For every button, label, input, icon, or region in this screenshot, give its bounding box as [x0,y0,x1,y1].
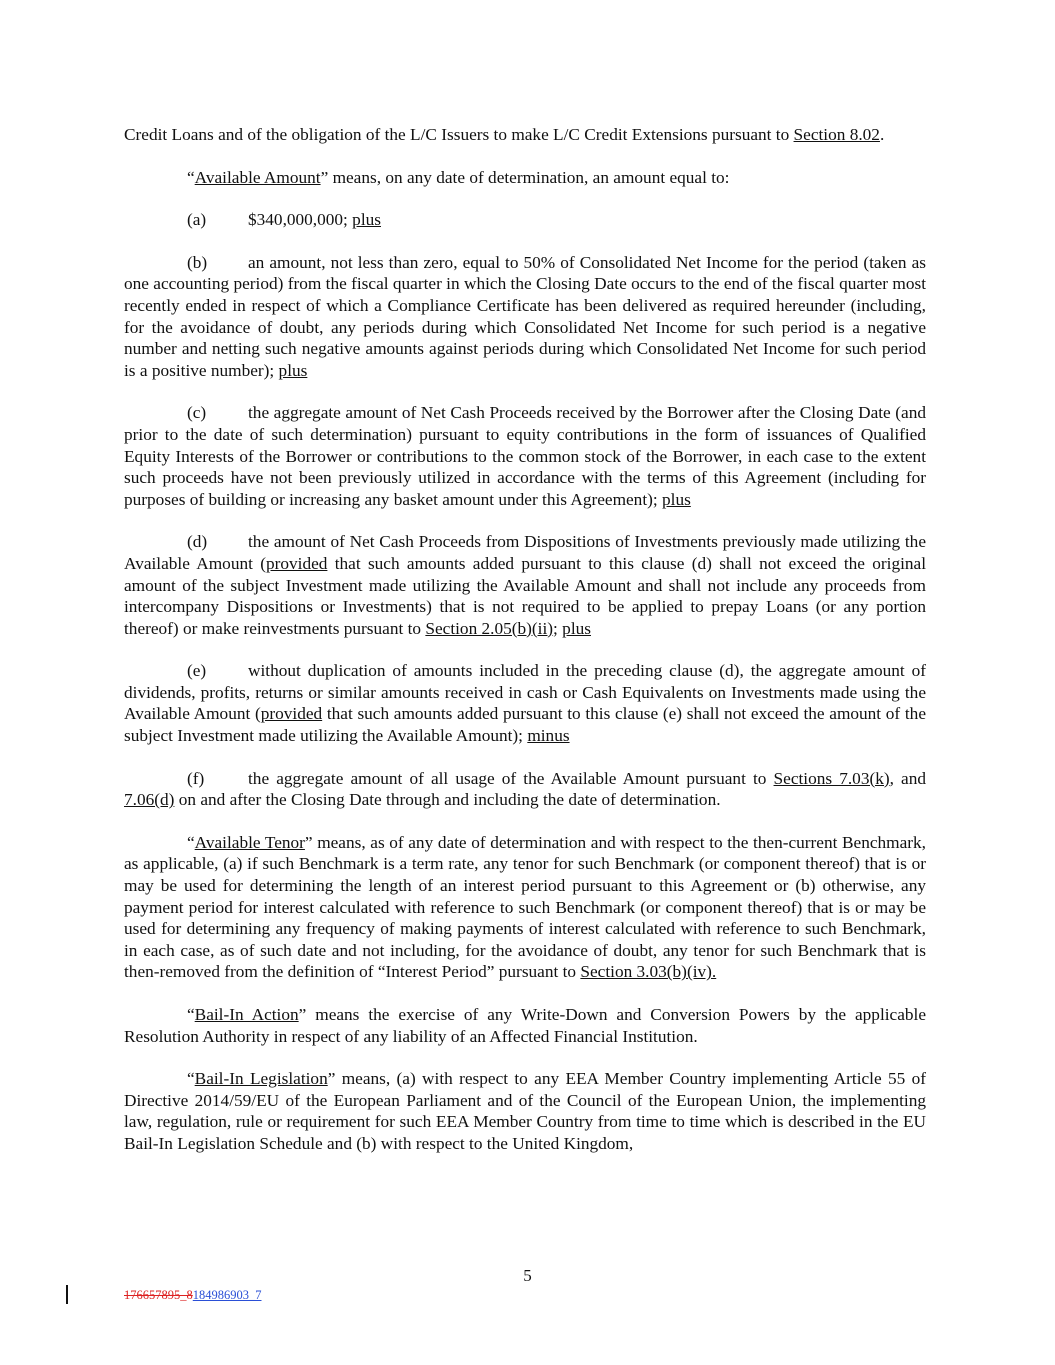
document-id-footer [124,1288,262,1303]
clause-b: (b) an amount, not less than zero, equal to 50% of Consolidated Net Income for the period (taken as one accounting period) from the fiscal quarter in which the Closing Date occurs to the end of the fiscal quarter most recently ended in respect of which a Compliance Certificate has been delivered as required hereunder (including, for the avoidance of doubt, any periods during which Consolidated Net Income for such period is a negative number and netting such negative amounts against periods during which Consolidated Net Income for such period is a positive number); plus [124,252,926,380]
defined-term: Available Amount [194,167,321,187]
page-number: 5 [523,1266,532,1285]
deleted-doc-id: 176657895_8 [124,1288,193,1302]
definition-bail-in-action: “Bail-In Action” means the exercise of any Write-Down and Conversion Powers by the applicable Resolution Authority in respect of any liability of an Affected Financial Institution. [124,1005,926,1046]
change-bar [66,1285,68,1304]
section-ref: Section 8.02 [793,125,880,144]
section-ref: Section 2.05(b)(ii) [425,618,554,638]
clause-a: (a) $340,000,000; plus [187,210,381,230]
definition-bail-in-legislation: “Bail-In Legislation” means, (a) with respect to any EEA Member Country implementing Article 55 of Directive 2014/59/EU of the European Parliament and of the Council of the European Union, the implementing law, regulation, rule or requirement for such EEA Member Country from time to time which is described in the EU Bail-In Legislation Schedule and (b) with respect to the United Kingdom, [124,1069,926,1153]
definition-available-amount: “Available Amount” means, on any date of determination, an amount equal to: [187,167,730,187]
clause-f: (f) the aggregate amount of all usage of the Available Amount pursuant to Sections 7.03(k), and 7.06(d) on and after the Closing Date through and including the date of determination. [124,768,927,810]
clause-e: (e) without duplication of amounts included in the preceding clause (d), the aggregate amount of dividends, profits, returns or similar amounts received in cash or Cash Equivalents on Investments made using the Available Amount (provided that such amounts added pursuant to this clause (e) shall not exceed the amount of the subject Investment made utilizing the Available Amount); minus [124,661,926,746]
continuation-paragraph: Credit Loans and of the obligation of the L/C Issuers to make L/C Credit Extensions pursuant to Section 8.02. [124,125,885,144]
inserted-doc-id: 184986903_7 [192,1288,262,1302]
defined-term: Bail-In Legislation [194,1069,328,1089]
section-ref: 7.06(d) [124,790,175,810]
section-ref: Section 3.03(b)(iv). [580,962,717,982]
clause-c: (c) the aggregate amount of Net Cash Proceeds received by the Borrower after the Closing Date (and prior to the date of such determination) pursuant to equity contributions in the form of issuances of Qualified Equity Interests of the Borrower or contributions to the common stock of the Borrower, in each case to the extent such proceeds have not been previously utilized in accordance with the terms of this Agreement (including for purposes of building or increasing any basket amount under this Agreement); plus [124,403,926,509]
clause-d: (d) the amount of Net Cash Proceeds from Dispositions of Investments previously made utilizing the Available Amount (provided that such amounts added pursuant to this clause (d) shall not exceed the original amount of the subject Investment made utilizing the Available Amount and shall not include any proceeds from intercompany Dispositions or Investments) that is not required to be applied to prepay Loans (or any portion thereof) or make reinvestments pursuant to Section 2.05(b)(ii); plus [124,532,926,638]
defined-term: Available Tenor [194,832,305,852]
section-ref: Sections 7.03(k) [773,768,890,788]
document-body [124,124,926,1176]
definition-available-tenor: “Available Tenor” means, as of any date of determination and with respect to the then-current Benchmark, as applicable, (a) if such Benchmark is a term rate, any tenor for such Benchmark (or component thereof) that is or may be used for determining the length of an interest period pursuant to this Agreement or (b) otherwise, any payment period for interest calculated with reference to such Benchmark (or component thereof) that is or may be used for determining any frequency of making payments of interest calculated with reference to such Benchmark, in each case, as of such date and not including, for the avoidance of doubt, any tenor for such Benchmark that is then-removed from the definition of “Interest Period” pursuant to Section 3.03(b)(iv). [124,832,926,982]
defined-term: Bail-In Action [194,1005,299,1024]
